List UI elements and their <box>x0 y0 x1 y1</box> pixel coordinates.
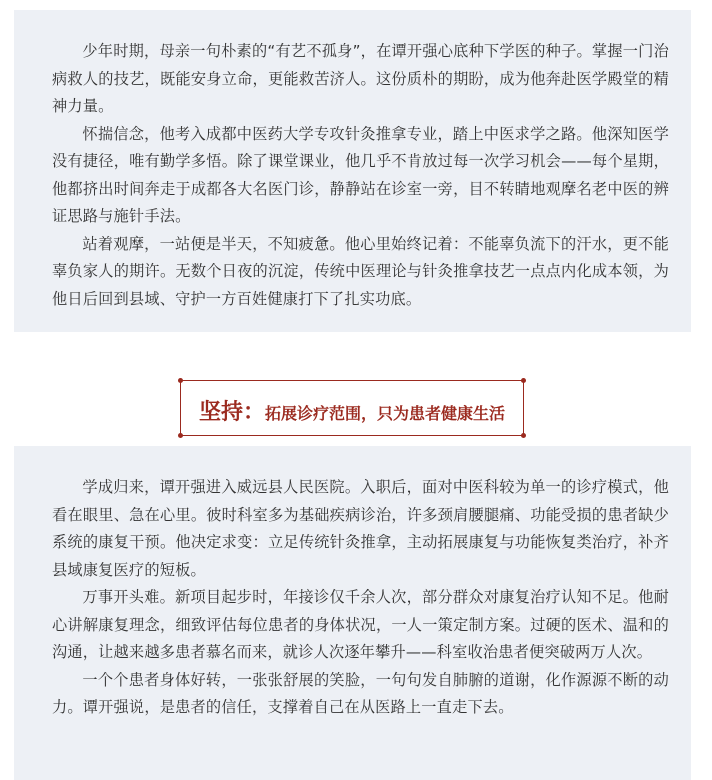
paragraph: 一个个患者身体好转，一张张舒展的笑脸，一句句发自肺腑的道谢，化作源源不断的动力。谭开强说，是患者的信任，支撑着自己在从医路上一直走下去。 <box>52 670 669 716</box>
section-heading-text <box>181 395 523 426</box>
paragraph: 怀揣信念，他考入成都中医药大学专攻针灸推拿专业，踏上中医求学之路。他深知医学没有捷径，唯有勤学多悟。除了课堂课业，他几乎不肯放过每一次学习机会——每个星期，他都挤出时间奔走于成都各大名医门诊，静静站在诊室一旁，目不转睛地观摩名老中医的辨证思路与施针手法。 <box>52 124 669 225</box>
story-panel-career <box>14 446 691 780</box>
section-heading-keyword: 坚持： <box>198 400 265 425</box>
story-panel-youth <box>14 10 691 332</box>
corner-dot-icon <box>178 433 183 438</box>
section-heading-subtitle: 拓展诊疗范围，只为患者健康生活 <box>265 404 506 423</box>
paragraph: 万事开头难。新项目起步时，年接诊仅千余人次，部分群众对康复治疗认知不足。他耐心讲解康复理念，细致评估每位患者的身体状况，一人一策定制方案。过硬的医术、温和的沟通，让越来越多患者慕名而来，就诊人次逐年攀升——科室收治患者便突破两万人次。 <box>52 588 669 661</box>
paragraph: 学成归来，谭开强进入威远县人民医院。入职后，面对中医科较为单一的诊疗模式，他看在眼里、急在心里。彼时科室多为基础疾病诊治，许多颈肩腰腿痛、功能受损的患者缺少系统的康复干预。他决定求变：立足传统针灸推拿，主动拓展康复与功能恢复类治疗，补齐县域康复医疗的短板。 <box>52 478 669 579</box>
corner-dot-icon <box>178 378 183 383</box>
paragraph: 站着观摩，一站便是半天，不知疲惫。他心里始终记着：不能辜负流下的汗水，更不能辜负家人的期许。无数个日夜的沉淀，传统中医理论与针灸推拿技艺一点点内化成本领，为他日后回到县域、守护一方百姓健康打下了扎实功底。 <box>52 234 669 308</box>
corner-dot-icon <box>521 433 526 438</box>
section-heading <box>180 380 524 436</box>
paragraph: 少年时期，母亲一句朴素的“有艺不孤身”，在谭开强心底种下学医的种子。掌握一门治病救人的技艺，既能安身立命，更能救苦济人。这份质朴的期盼，成为他奔赴医学殿堂的精神力量。 <box>52 42 669 115</box>
corner-dot-icon <box>521 378 526 383</box>
